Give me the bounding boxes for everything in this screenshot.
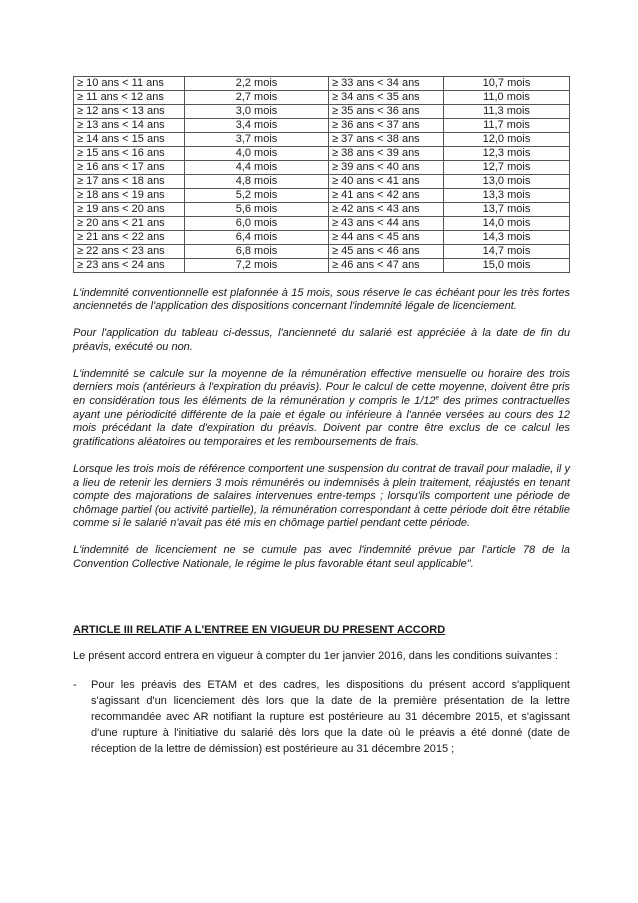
months-cell: 12,3 mois [444, 147, 570, 161]
seniority-cell: ≥ 39 ans < 40 ans [329, 161, 444, 175]
months-cell: 14,0 mois [444, 217, 570, 231]
list-bullet: - [73, 678, 77, 691]
table-row [74, 147, 570, 161]
seniority-cell: ≥ 40 ans < 41 ans [329, 175, 444, 189]
seniority-cell: ≥ 19 ans < 20 ans [74, 203, 185, 217]
months-cell: 14,3 mois [444, 231, 570, 245]
paragraph-suspension: Lorsque les trois mois de référence comportent une suspension du contrat de travail pour maladie, il y a lieu de retenir les derniers 3 mois rémunérés ou indemnisés à plein traitement, réajustés en tenant compte des majorations de salaires intervenues entre-temps ; lorsqu'ils comportent une période de chômage partiel (ou activité partielle), la rémunération correspondant à cette période doit être rétablie comme si le salarié n'avait pas été mis en chômage partiel pendant cette période. [73, 462, 570, 530]
seniority-cell: ≥ 43 ans < 44 ans [329, 217, 444, 231]
table-row [74, 217, 570, 231]
paragraph-ceiling: L'indemnité conventionnelle est plafonnée à 15 mois, sous réserve le cas échéant pour les très fortes anciennetés de l'application des dispositions concernant l'indemnité légale de licenciement. [73, 286, 570, 313]
table-row [74, 77, 570, 91]
months-cell: 4,8 mois [185, 175, 329, 189]
seniority-cell: ≥ 17 ans < 18 ans [74, 175, 185, 189]
table-row [74, 189, 570, 203]
table-row [74, 119, 570, 133]
seniority-cell: ≥ 22 ans < 23 ans [74, 245, 185, 259]
seniority-cell: ≥ 44 ans < 45 ans [329, 231, 444, 245]
seniority-cell: ≥ 16 ans < 17 ans [74, 161, 185, 175]
seniority-cell: ≥ 13 ans < 14 ans [74, 119, 185, 133]
months-cell: 13,0 mois [444, 175, 570, 189]
months-cell: 2,7 mois [185, 91, 329, 105]
seniority-cell: ≥ 21 ans < 22 ans [74, 231, 185, 245]
seniority-cell: ≥ 18 ans < 19 ans [74, 189, 185, 203]
months-cell: 12,0 mois [444, 133, 570, 147]
months-cell: 5,6 mois [185, 203, 329, 217]
months-cell: 6,4 mois [185, 231, 329, 245]
months-cell: 6,0 mois [185, 217, 329, 231]
indemnity-table [73, 76, 570, 273]
months-cell: 15,0 mois [444, 259, 570, 273]
seniority-cell: ≥ 15 ans < 16 ans [74, 147, 185, 161]
table-row [74, 133, 570, 147]
months-cell: 10,7 mois [444, 77, 570, 91]
seniority-cell: ≥ 46 ans < 47 ans [329, 259, 444, 273]
months-cell: 3,7 mois [185, 133, 329, 147]
months-cell: 4,0 mois [185, 147, 329, 161]
seniority-cell: ≥ 12 ans < 13 ans [74, 105, 185, 119]
table-row [74, 231, 570, 245]
seniority-cell: ≥ 45 ans < 46 ans [329, 245, 444, 259]
table-row [74, 105, 570, 119]
seniority-cell: ≥ 33 ans < 34 ans [329, 77, 444, 91]
table-row [74, 175, 570, 189]
seniority-cell: ≥ 36 ans < 37 ans [329, 119, 444, 133]
months-cell: 3,4 mois [185, 119, 329, 133]
table-row [74, 259, 570, 273]
calc-text-a: L'indemnité se calcule sur la moyenne de la rémunération effective mensuelle ou horaire des trois derniers mois (antérieurs à l'expiration du préavis). Pour le calcul de cette moyenne, doivent être pris en considération tous les éléments de la rémunération y compris le 1/12 [73, 367, 570, 408]
seniority-cell: ≥ 35 ans < 36 ans [329, 105, 444, 119]
seniority-cell: ≥ 34 ans < 35 ans [329, 91, 444, 105]
seniority-cell: ≥ 41 ans < 42 ans [329, 189, 444, 203]
table-row [74, 161, 570, 175]
paragraph-cumulation: L'indemnité de licenciement ne se cumule pas avec l'indemnité prévue par l'article 78 de la Convention Collective Nationale, le régime le plus favorable étant seul applicable". [73, 544, 570, 570]
months-cell: 12,7 mois [444, 161, 570, 175]
seniority-cell: ≥ 10 ans < 11 ans [74, 77, 185, 91]
seniority-cell: ≥ 14 ans < 15 ans [74, 133, 185, 147]
calc-text-b: des primes contractuelles ayant une périodicité différente de la paie et égale ou inférieure à l'année versées au cours des 12 mois précédant la date d'expiration du préavis. Doivent par contre être exclus de ce calcul les gratifications aléatoires ou temporaires et les remboursements de frais. [73, 395, 571, 448]
list-item-text: Pour les préavis des ETAM et des cadres, les dispositions du présent accord s'appliquent s'agissant d'un licenciement dès lors que la date de la première présentation de la lettre recommandée avec AR notifiant la rupture est postérieure au 31 décembre 2015, et s'agissant d'une rupture à l'initiative du salarié dès lors que la date où le préavis a été donné (date de réception de la lettre de démission) est postérieure au 31 décembre 2015 ; [91, 678, 570, 755]
document-page [73, 76, 570, 757]
paragraph-seniority: Pour l'application du tableau ci-dessus, l'ancienneté du salarié est appréciée à la date de fin du préavis, exécuté ou non. [73, 327, 570, 353]
months-cell: 6,8 mois [185, 245, 329, 259]
table-row [74, 245, 570, 259]
months-cell: 13,7 mois [444, 203, 570, 217]
months-cell: 13,3 mois [444, 189, 570, 203]
list-item [73, 677, 570, 757]
article-heading: ARTICLE III RELATIF A L'ENTREE EN VIGUEUR DU PRESENT ACCORD [73, 623, 446, 636]
paragraph-calculation [73, 368, 570, 450]
months-cell: 11,3 mois [444, 105, 570, 119]
months-cell: 14,7 mois [444, 245, 570, 259]
seniority-cell: ≥ 20 ans < 21 ans [74, 217, 185, 231]
months-cell: 11,0 mois [444, 91, 570, 105]
table-row [74, 91, 570, 105]
seniority-cell: ≥ 38 ans < 39 ans [329, 147, 444, 161]
months-cell: 4,4 mois [185, 161, 329, 175]
seniority-cell: ≥ 42 ans < 43 ans [329, 203, 444, 217]
months-cell: 3,0 mois [185, 105, 329, 119]
article-intro: Le présent accord entrera en vigueur à compter du 1er janvier 2016, dans les conditions suivantes : [73, 650, 558, 663]
months-cell: 5,2 mois [185, 189, 329, 203]
seniority-cell: ≥ 11 ans < 12 ans [74, 91, 185, 105]
seniority-cell: ≥ 37 ans < 38 ans [329, 133, 444, 147]
seniority-cell: ≥ 23 ans < 24 ans [74, 259, 185, 273]
months-cell: 7,2 mois [185, 259, 329, 273]
months-cell: 2,2 mois [185, 77, 329, 91]
months-cell: 11,7 mois [444, 119, 570, 133]
superscript: e [435, 395, 439, 402]
table-row [74, 203, 570, 217]
